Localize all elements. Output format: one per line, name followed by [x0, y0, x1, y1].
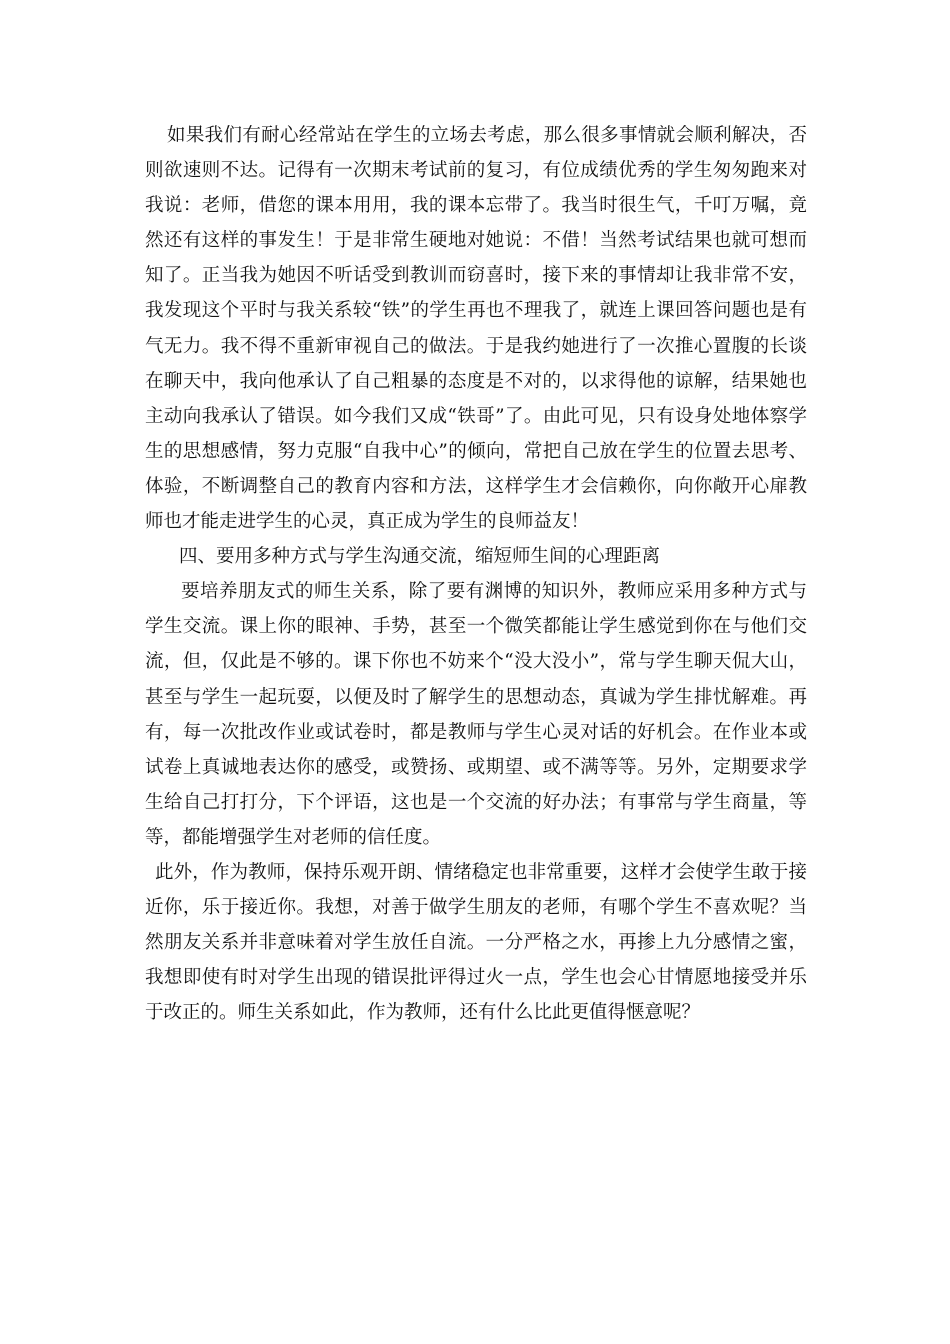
paragraph-attitude: 此外，作为教师，保持乐观开朗、情绪稳定也非常重要，这样才会使学生敢于接近你，乐于接近你。我想，对善于做学生朋友的老师，有哪个学生不喜欢呢？当然朋友关系并非意味着对学生放任自流。一分严格之水，再掺上九分感情之蜜，我想即使有时对学生出现的错误批评得过火一点，学生也会心甘情愿地接受并乐于改正的。师生关系如此，作为教师，还有什么比此更值得惬意呢？	[145, 861, 807, 1024]
paragraph-empathy: 如果我们有耐心经常站在学生的立场去考虑，那么很多事情就会顺利解决，否则欲速则不达。记得有一次期末考试前的复习，有位成绩优秀的学生匆匆跑来对我说：老师，借您的课本用用，我的课本忘带了。我当时很生气，千叮万嘱，竟然还有这样的事发生！于是非常生硬地对她说：不借！当然考试结果也就可想而知了。正当我为她因不听话受到教训而窃喜时，接下来的事情却让我非常不安，我发现这个平时与我关系较“铁”的学生再也不理我了，就连上课回答问题也是有气无力。我不得不重新审视自己的做法。于是我约她进行了一次推心置腹的长谈在聊天中，我向他承认了自己粗暴的态度是不对的，以求得他的谅解，结果她也主动向我承认了错误。如今我们又成“铁哥”了。由此可见，只有设身处地体察学生的思想感情，努力克服“自我中心”的倾向，常把自己放在学生的位置去思考、体验，不断调整自己的教育内容和方法，这样学生才会信赖你，向你敞开心扉教师也才能走进学生的心灵，真正成为学生的良师益友！	[145, 125, 807, 533]
paragraph-communication: 要培养朋友式的师生关系，除了要有渊博的知识外，教师应采用多种方式与学生交流。课上你的眼神、手势，甚至一个微笑都能让学生感觉到你在与他们交流，但，仅此是不够的。课下你也不妨来个“没大没小”，常与学生聊天侃大山，甚至与学生一起玩耍，以便及时了解学生的思想动态，真诚为学生排忧解难。再有，每一次批改作业或试卷时，都是教师与学生心灵对话的好机会。在作业本或试卷上真诚地表达你的感受，或赞扬、或期望、或不满等等。另外，定期要求学生给自己打打分，下个评语，这也是一个交流的好办法；有事常与学生商量，等等，都能增强学生对老师的信任度。	[145, 581, 807, 848]
body-text	[145, 118, 807, 1030]
section-heading-4: 四、要用多种方式与学生沟通交流，缩短师生间的心理距离	[179, 546, 661, 568]
